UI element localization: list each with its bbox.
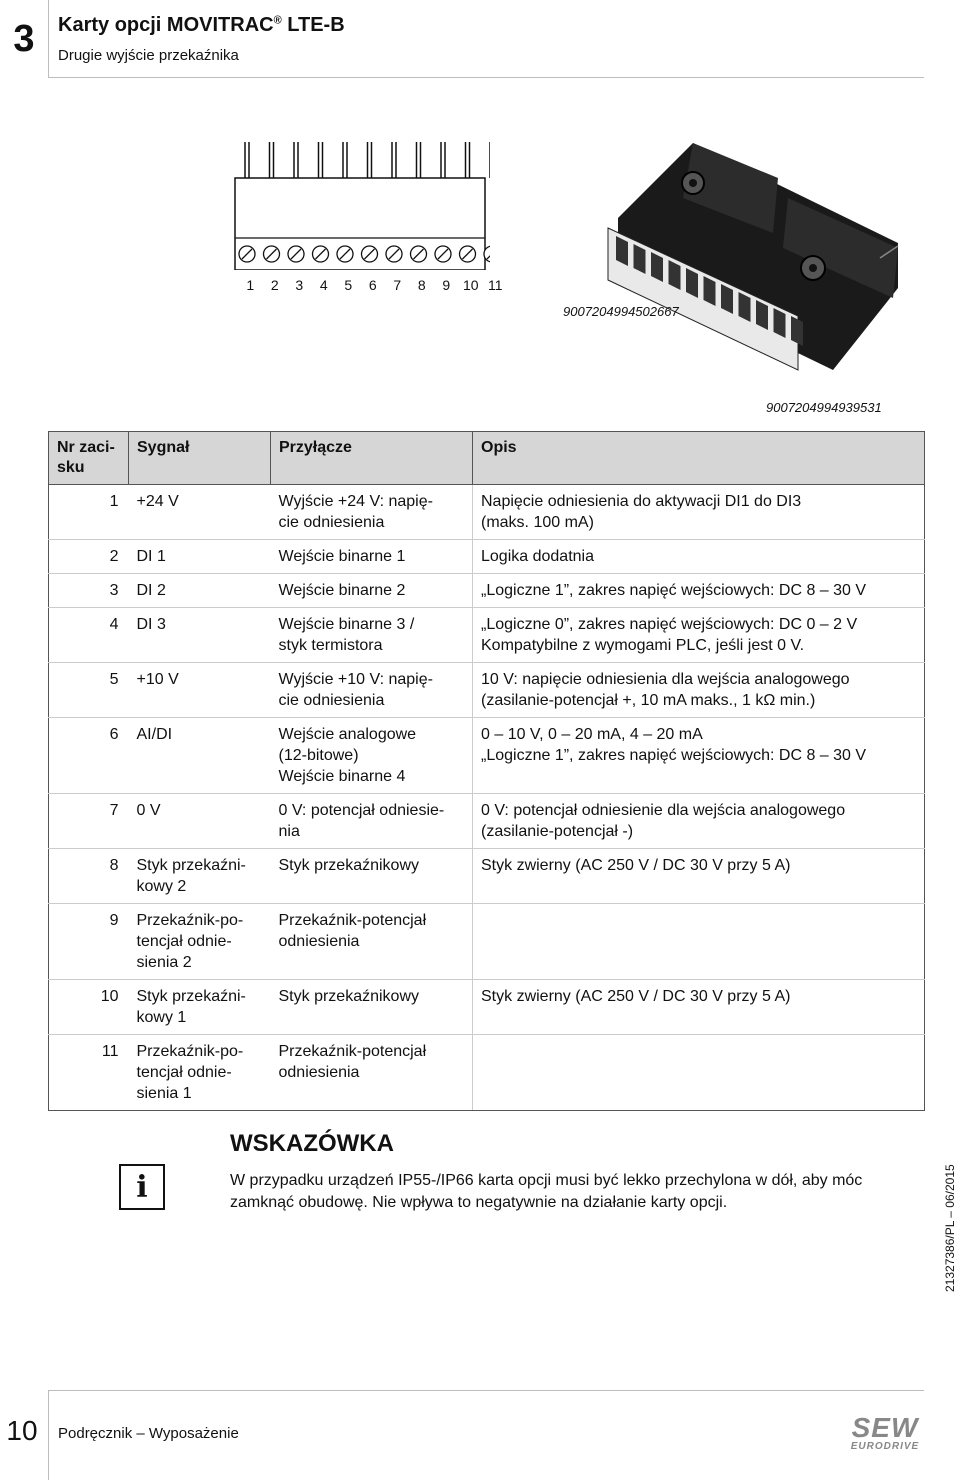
table-cell: 1 (49, 485, 129, 540)
table-cell: 11 (49, 1035, 129, 1111)
table-cell: Wyjście +10 V: napię- cie odniesienia (271, 663, 473, 718)
image-id-left: 9007204994502667 (563, 304, 679, 319)
table-cell: +10 V (129, 663, 271, 718)
terminal-number: 3 (295, 277, 304, 293)
terminal-number: 7 (393, 277, 402, 293)
table-row (49, 540, 925, 574)
column-header: Opis (473, 432, 925, 485)
terminal-number: 1 (246, 277, 255, 293)
footer-divider (48, 1390, 924, 1391)
table-cell: Napięcie odniesienia do aktywacji DI1 do DI3 (maks. 100 mA) (473, 485, 925, 540)
table-cell: DI 2 (129, 574, 271, 608)
table-cell: Styk zwierny (AC 250 V / DC 30 V przy 5 A) (473, 980, 925, 1035)
logo-main: SEW (851, 1412, 919, 1443)
table-cell (473, 904, 925, 980)
table-cell: Styk przekaźni- kowy 1 (129, 980, 271, 1035)
table-cell: Przekaźnik-po- tencjał odnie- sienia 1 (129, 1035, 271, 1111)
table-cell: Przekaźnik-po- tencjał odnie- sienia 2 (129, 904, 271, 980)
table-cell: Wyjście +24 V: napię- cie odniesienia (271, 485, 473, 540)
table-row (49, 663, 925, 718)
table-cell: Styk zwierny (AC 250 V / DC 30 V przy 5 A) (473, 849, 925, 904)
image-id-right: 9007204994939531 (766, 400, 882, 415)
table-cell: 0 V (129, 794, 271, 849)
table-cell: Wejście analogowe (12-bitowe) Wejście binarne 4 (271, 718, 473, 794)
sew-logo (846, 1412, 924, 1452)
table-cell: Styk przekaźnikowy (271, 980, 473, 1035)
terminal-number: 9 (442, 277, 451, 293)
chapter-number: 3 (0, 0, 49, 78)
page-title (58, 14, 345, 37)
terminal-number: 8 (417, 277, 426, 293)
table-cell: 4 (49, 608, 129, 663)
table-cell: 8 (49, 849, 129, 904)
column-header: Nr zaci- sku (49, 432, 129, 485)
header-divider (48, 77, 924, 78)
terminal-number: 11 (487, 277, 503, 293)
info-icon: i (119, 1164, 165, 1210)
table-cell: 5 (49, 663, 129, 718)
table-cell: Logika dodatnia (473, 540, 925, 574)
table-cell: „Logiczne 0”, zakres napięć wejściowych: DC 0 – 2 V Kompatybilne z wymogami PLC, jeśli jest 0 V. (473, 608, 925, 663)
table-cell: 0 V: potencjał odniesienie dla wejścia analogowego (zasilanie-potencjał -) (473, 794, 925, 849)
terminal-strip-drawing (230, 140, 490, 270)
terminal-number: 10 (462, 277, 479, 293)
table-row (49, 485, 925, 540)
terminal-pins (245, 142, 490, 178)
table-cell: DI 3 (129, 608, 271, 663)
table-cell: +24 V (129, 485, 271, 540)
page-subtitle: Drugie wyjście przekaźnika (58, 47, 239, 64)
terminal-number: 2 (270, 277, 279, 293)
table-cell (473, 1035, 925, 1111)
note-title: WSKAZÓWKA (230, 1130, 394, 1157)
column-header: Przyłącze (271, 432, 473, 485)
footer-text: Podręcznik – Wyposażenie (58, 1425, 239, 1442)
table-cell: Styk przekaźni- kowy 2 (129, 849, 271, 904)
title-text: Karty opcji MOVITRAC (58, 14, 274, 36)
table-cell: Przekaźnik-potencjał odniesienia (271, 904, 473, 980)
table-cell: AI/DI (129, 718, 271, 794)
table-cell: Styk przekaźnikowy (271, 849, 473, 904)
table-row (49, 794, 925, 849)
table-cell: 0 V: potencjał odniesie- nia (271, 794, 473, 849)
terminal-number: 4 (319, 277, 328, 293)
table-row (49, 1035, 925, 1111)
terminal-number: 6 (368, 277, 377, 293)
logo-sub: EURODRIVE (850, 1441, 920, 1452)
table-row (49, 718, 925, 794)
option-card-photo (598, 138, 918, 378)
registered-mark: ® (273, 14, 282, 27)
column-header: Sygnał (129, 432, 271, 485)
terminal-number: 5 (344, 277, 353, 293)
table-cell: Wejście binarne 1 (271, 540, 473, 574)
table-cell: Wejście binarne 3 / styk termistora (271, 608, 473, 663)
footer-vertical-divider (48, 1390, 49, 1480)
document-code: 21327386/PL – 06/2015 (943, 1164, 957, 1292)
table-cell: 0 – 10 V, 0 – 20 mA, 4 – 20 mA „Logiczne 1”, zakres napięć wejściowych: DC 8 – 30 V (473, 718, 925, 794)
table-row (49, 608, 925, 663)
table-header-row (49, 432, 925, 485)
table-cell: 3 (49, 574, 129, 608)
note-text: W przypadku urządzeń IP55-/IP66 karta opcji musi być lekko przechylona w dół, aby móc zamknąć obudowę. Nie wpływa to negatywnie na działanie karty opcji. (230, 1172, 863, 1211)
page-number: 10 (6, 1415, 38, 1446)
table-row (49, 849, 925, 904)
table-cell: Wejście binarne 2 (271, 574, 473, 608)
terminal-table (48, 431, 925, 1111)
table-row (49, 980, 925, 1035)
table-cell: 6 (49, 718, 129, 794)
table-cell: „Logiczne 1”, zakres napięć wejściowych: DC 8 – 30 V (473, 574, 925, 608)
table-cell: 9 (49, 904, 129, 980)
table-cell: DI 1 (129, 540, 271, 574)
table-cell: 2 (49, 540, 129, 574)
table-row (49, 574, 925, 608)
table-cell: 10 (49, 980, 129, 1035)
table-cell: 7 (49, 794, 129, 849)
table-cell: 10 V: napięcie odniesienia dla wejścia analogowego (zasilanie-potencjał +, 10 mA maks., 1 kΩ min.) (473, 663, 925, 718)
table-cell: Przekaźnik-potencjał odniesienia (271, 1035, 473, 1111)
terminal-numbers (238, 277, 508, 293)
title-suffix: LTE-B (287, 14, 345, 36)
table-row (49, 904, 925, 980)
